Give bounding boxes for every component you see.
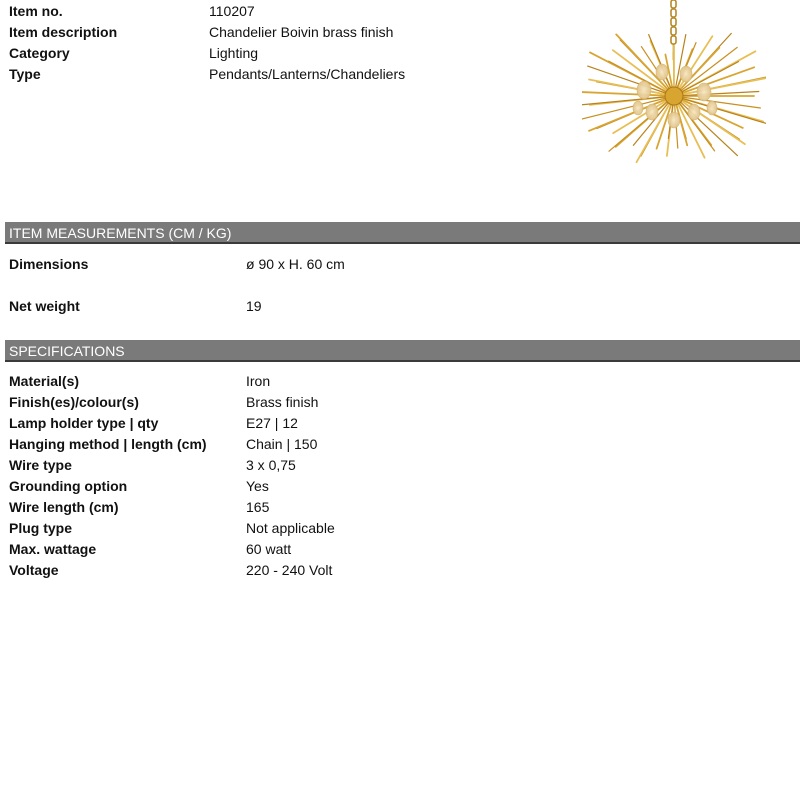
row-label: Finish(es)/colour(s) (9, 394, 139, 410)
row-label: Net weight (9, 298, 80, 314)
spike (674, 96, 705, 158)
item-description-label: Item description (9, 24, 118, 40)
row-value: Iron (246, 373, 271, 389)
item-no-label: Item no. (9, 3, 63, 19)
spike (674, 96, 766, 125)
row-value: Brass finish (246, 394, 319, 410)
type-label: Type (9, 66, 41, 82)
specifications-header (5, 340, 800, 362)
row-label: Material(s) (9, 373, 80, 389)
chandelier-image (582, 0, 766, 178)
measurements-title: ITEM MEASUREMENTS (CM / KG) (9, 225, 232, 241)
row-label: Lamp holder type | qty (9, 415, 159, 431)
item-description-value: Chandelier Boivin brass finish (209, 24, 394, 40)
row-label: Max. wattage (9, 541, 97, 557)
row-value: Chain | 150 (246, 436, 318, 452)
type-value: Pendants/Lanterns/Chandeliers (209, 66, 406, 82)
row-value: E27 | 12 (246, 415, 298, 431)
row-value: 220 - 240 Volt (246, 562, 333, 578)
item-no-value: 110207 (209, 3, 255, 19)
row-value: Yes (246, 478, 269, 494)
row-value: Not applicable (246, 520, 335, 536)
row-value: 60 watt (246, 541, 292, 557)
row-label: Dimensions (9, 256, 89, 272)
row-label: Voltage (9, 562, 59, 578)
category-label: Category (9, 45, 70, 61)
row-label: Wire length (cm) (9, 499, 119, 515)
row-label: Grounding option (9, 478, 128, 494)
row-value: 3 x 0,75 (246, 457, 296, 473)
category-value: Lighting (209, 45, 259, 61)
row-label: Plug type (9, 520, 73, 536)
row-label: Wire type (9, 457, 72, 473)
specifications-title: SPECIFICATIONS (9, 343, 125, 359)
measurements-header (5, 222, 800, 244)
row-label: Hanging method | length (cm) (9, 436, 207, 452)
row-value: 19 (246, 298, 262, 314)
row-value: 165 (246, 499, 270, 515)
row-value: ø 90 x H. 60 cm (246, 256, 345, 272)
